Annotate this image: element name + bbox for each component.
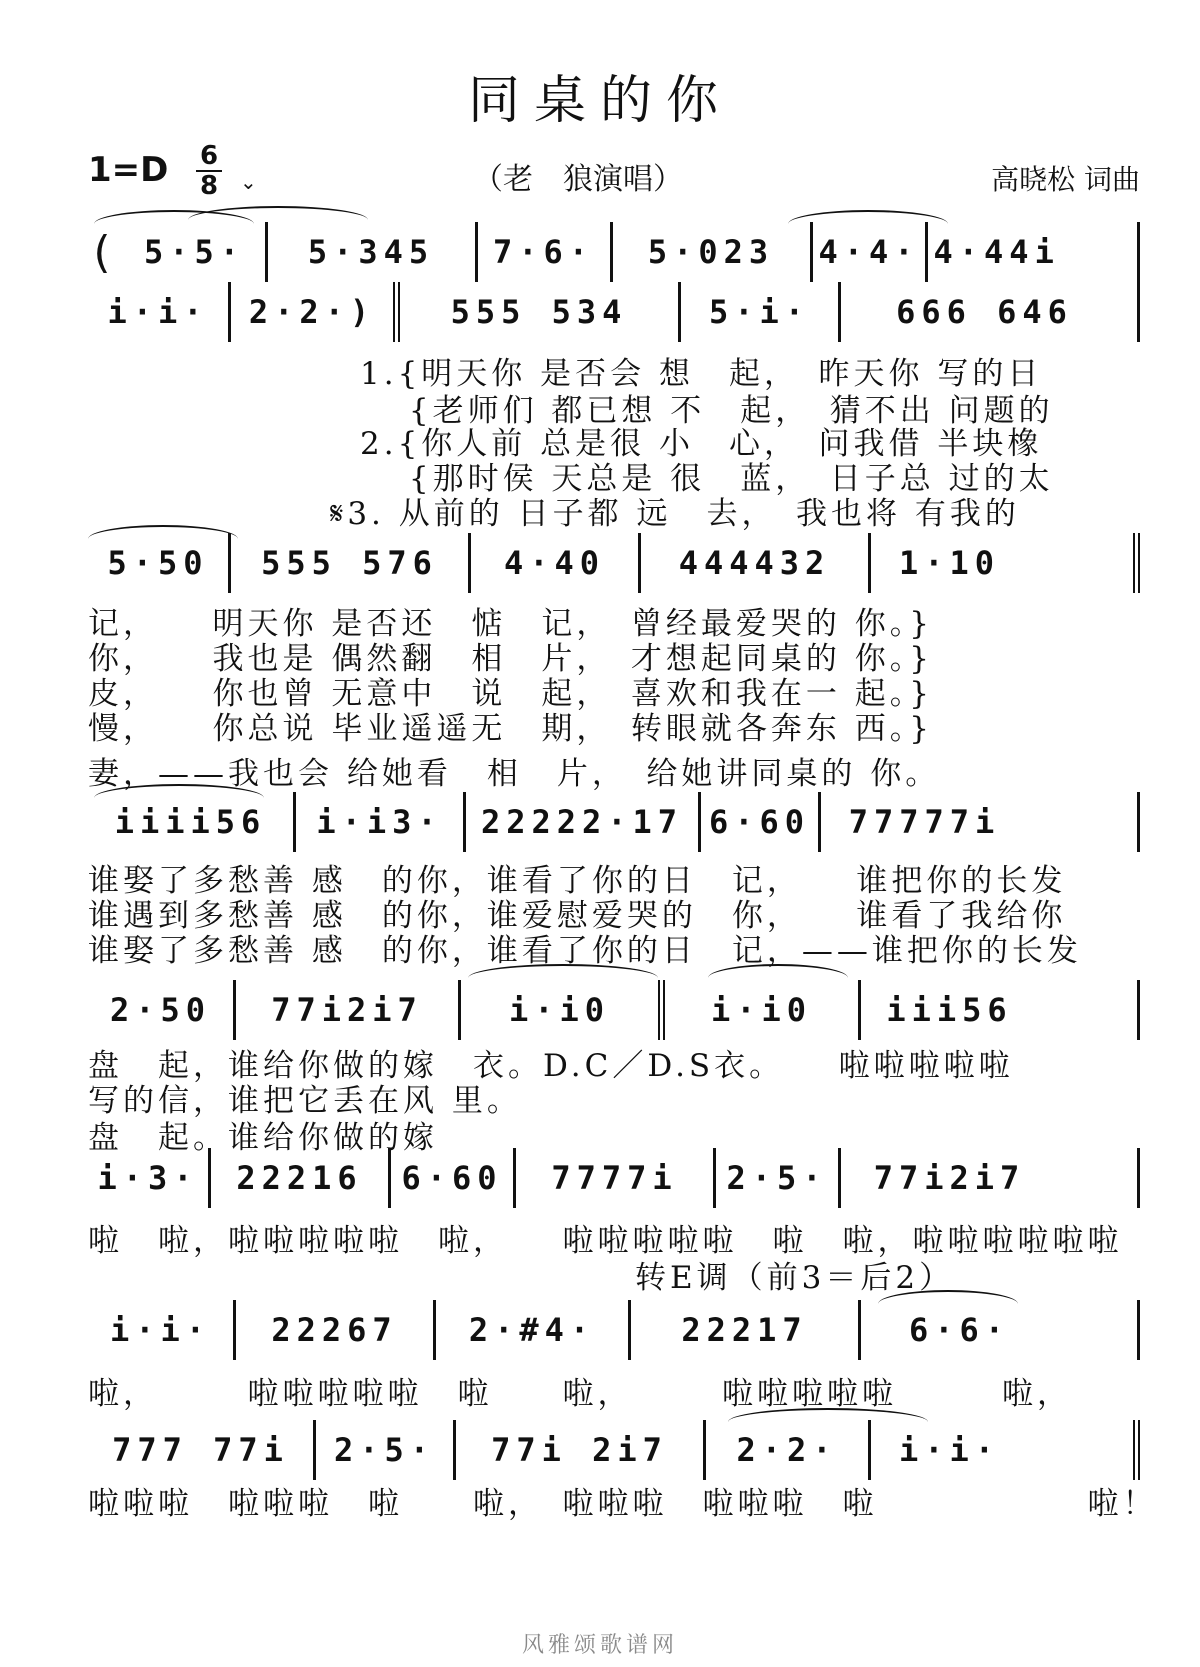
measure: i·i0 [658,980,858,1040]
measure: 2·2·) [228,282,393,342]
notes [88,1300,1140,1360]
measure: 4·4· [810,222,925,282]
measure: 5·345 [265,222,475,282]
notes [88,792,1140,852]
measure: 555 576 [228,533,468,593]
notes [88,222,1140,282]
measure: 5·023 [610,222,810,282]
measure: 5·5· [143,233,246,271]
measure: 7·6· [475,222,610,282]
measure: 777 77i [112,1431,289,1469]
notes [88,1148,1140,1208]
time-signature [192,142,226,200]
time-signature-top: 6 [199,141,219,171]
score-header [88,141,1140,201]
measure: 2·#4· [433,1300,628,1360]
measure: 22216 [208,1148,388,1208]
measure: 77i2i7 [838,1148,1058,1208]
open-paren: ( [88,226,121,278]
measure: iiii56 [114,803,267,841]
la-line: 啦 啦，啦啦啦啦啦 啦， 啦啦啦啦啦 啦 啦，啦啦啦啦啦啦 [88,1223,1123,1259]
bridge-line: 谁娶了多愁善 感 的你，谁看了你的日 记， 谁把你的长发 [88,863,1067,899]
notes [88,1420,1140,1480]
measure: i·i0 [458,980,658,1040]
measure: 22222·17 [463,792,698,852]
notes [88,980,1140,1040]
measure: 6·6· [858,1300,1058,1360]
chorus-line: 妻，——我也会 给她看 相 片， 给她讲同桌的 你。 [88,756,941,792]
measure: i·3· [97,1159,199,1197]
measure: 77i 2i7 [453,1420,703,1480]
chorus-line: 记， 明天你 是否还 惦 记， 曾经最爱哭的 你。} [88,606,933,642]
measure: iii56 [858,980,1038,1040]
measure: 22267 [233,1300,433,1360]
ending-line: 盘 起，谁给你做的嫁 衣。D.C／D.S衣。 啦啦啦啦啦 [88,1048,1014,1084]
notes [88,533,1140,593]
verse-line: {老师们 都已想 不 起， 猜不出 问题的 [360,393,1054,429]
measure: 4·40 [468,533,638,593]
measure: 1·10 [868,533,1028,593]
song-title: 同桌的你 [467,71,732,131]
verse-line: {那时侯 天总是 很 蓝， 日子总 过的太 [360,461,1054,497]
la-line: 啦， 啦啦啦啦啦 啦 啦， 啦啦啦啦啦 啦， [88,1376,1072,1412]
chorus-line: 皮， 你也曾 无意中 说 起， 喜欢和我在一 起。} [88,676,933,712]
measure: i·i· [868,1420,1028,1480]
measure: 77777i [818,792,1028,852]
measure: 2·5· [713,1148,838,1208]
measure: 444432 [638,533,868,593]
measure: 6·60 [388,1148,513,1208]
measure: 666 646 [838,282,1128,342]
measure: 4·44i [925,222,1065,282]
measure: i·i· [109,1311,212,1349]
notes [88,282,1140,342]
site-watermark: 风雅颂歌谱网 [521,1633,678,1658]
chorus-line: 慢， 你总说 毕业遥遥无 期， 转眼就各奔东 西。} [88,711,933,747]
ending-line: 写的信，谁把它丢在风 里。 [88,1083,522,1119]
bridge-line: 谁遇到多愁善 感 的你，谁爱慰爱哭的 你， 谁看了我给你 [88,898,1067,934]
measure: 2·2· [703,1420,868,1480]
modulation-note: 转E调（前3＝后2） [635,1260,955,1296]
verse-line: 1.{明天你 是否会 想 起， 昨天你 写的日 [360,356,1043,392]
measure: 5·i· [678,282,838,342]
measure: 2·50 [109,991,212,1029]
performer: （老 狼演唱） [473,162,683,197]
author: 高晓松 词曲 [991,163,1140,196]
measure: 5·50 [107,544,209,582]
measure: 77i2i7 [233,980,458,1040]
verse-line: 2.{你人前 总是很 小 心， 问我借 半块橡 [360,426,1043,462]
key-signature: 1=D [88,150,169,190]
measure: 7777i [513,1148,713,1208]
breath-mark: ⌄ [240,170,257,194]
bridge-line: 谁娶了多愁善 感 的你，谁看了你的日 记，——谁把你的长发 [88,933,1082,969]
la-line: 啦啦啦 啦啦啦 啦 啦， 啦啦啦 啦啦啦 啦 啦！ [88,1486,1158,1522]
measure: i·i3· [293,792,463,852]
time-signature-bottom: 8 [199,171,219,201]
measure-repeat-start: 555 534 [393,282,678,342]
measure: 6·60 [698,792,818,852]
ending-line: 盘 起。谁给你做的嫁 [88,1120,438,1156]
verse-line: 𝄋3. 从前的 日子都 远 去， 我也将 有我的 [330,496,1020,532]
measure: i·i· [107,293,209,331]
measure: 22217 [628,1300,858,1360]
measure: 2·5· [313,1420,453,1480]
chorus-line: 你， 我也是 偶然翻 相 片， 才想起同桌的 你。} [88,641,933,677]
